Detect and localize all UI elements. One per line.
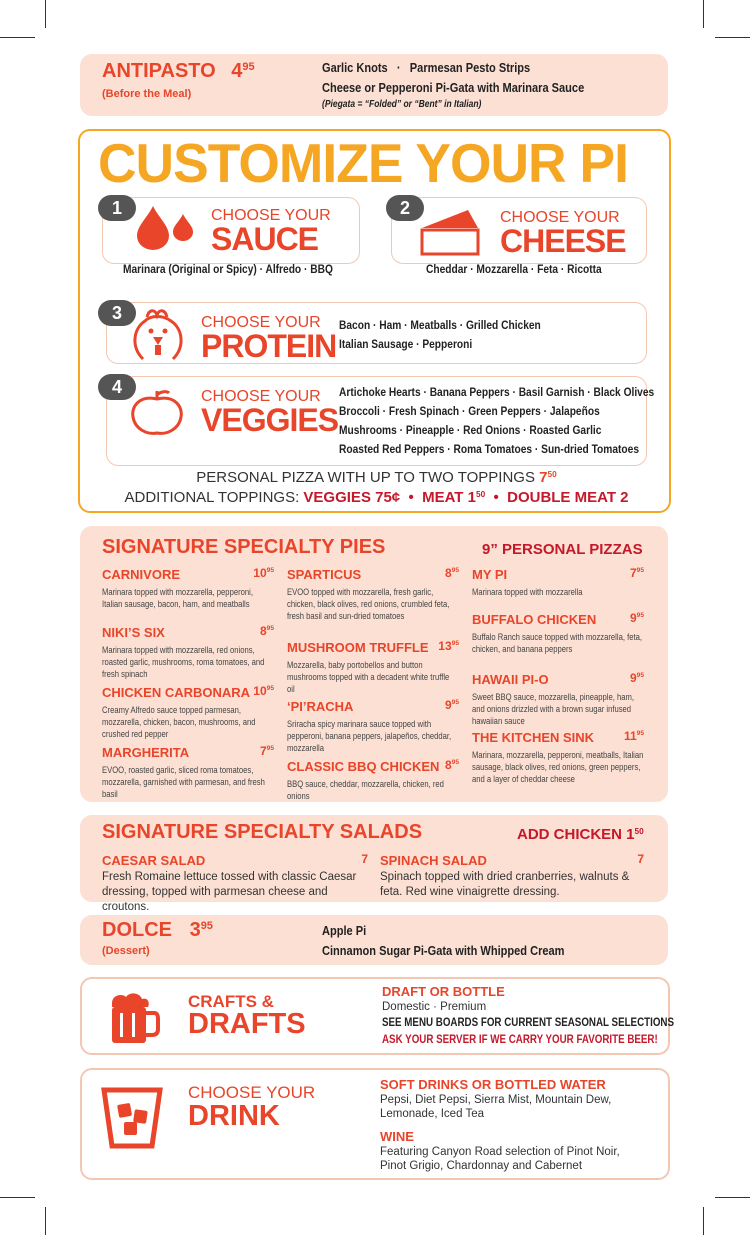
dolce-title — [102, 919, 213, 942]
personal-pizza-price-dollars: 7 — [539, 469, 548, 486]
pie-price-cents: 95 — [266, 684, 274, 692]
pie-item — [472, 611, 644, 655]
pie-price-cents: 95 — [451, 758, 459, 766]
pie-description: Buffalo Ranch sauce topped with mozzarella, feta, chicken, and banana peppers — [472, 632, 642, 654]
pie-description: EVOO topped with mozzarella, fresh garlic, chicken, black olives, red onions, crumbled feta, fresh basil and sun-dried tomatoes — [287, 587, 450, 621]
antipasto-price-dollars: 4 — [231, 60, 243, 82]
pie-price-dollars: 8 — [444, 566, 452, 580]
pie-item — [472, 729, 644, 785]
protein-step — [106, 302, 647, 364]
pies-title: SIGNATURE SPECIALTY PIES — [102, 536, 386, 558]
salads-title: SIGNATURE SPECIALTY SALADS — [102, 821, 423, 843]
protein-heading — [201, 314, 337, 364]
cheese-heading — [500, 209, 626, 259]
salad-price: 7 — [361, 852, 368, 866]
beer-mug-icon — [108, 991, 160, 1045]
personal-pizza-line — [80, 469, 673, 486]
pie-description: Sriracha spicy marinara sauce topped with pepperoni, banana peppers, jalapeños, cheddar, mozzarella — [287, 719, 452, 753]
pie-price-dollars: 8 — [259, 624, 267, 638]
pie-price-cents: 95 — [451, 698, 459, 706]
protein-options-2: Italian Sausage · Pepperoni — [339, 337, 473, 351]
drink-label: DRINK — [188, 1100, 280, 1132]
personal-pizza-price-cents: 50 — [547, 469, 557, 479]
pie-price-dollars: 7 — [259, 744, 267, 758]
crop-mark — [0, 1197, 35, 1198]
antipasto-title-text: ANTIPASTO — [102, 60, 216, 82]
pie-description: Marinara topped with mozzarella, red onions, roasted garlic, mushrooms, roma tomatoes, and fresh spinach — [102, 645, 265, 679]
veggies-big: VEGGIES — [201, 402, 339, 438]
pie-price-cents: 95 — [636, 671, 644, 679]
veggies-options-4: Roasted Red Peppers · Roma Tomatoes · Sun-dried Tomatoes — [339, 442, 640, 456]
antipasto-note: (Piegata = “Folded” or “Bent” in Italian) — [322, 99, 482, 110]
pie-price-cents: 95 — [266, 744, 274, 752]
crop-mark — [703, 0, 704, 28]
meat-topping-price-dollars: MEAT 1 — [422, 489, 476, 506]
veggies-options-3: Mushrooms · Pineapple · Red Onions · Roasted Garlic — [339, 423, 602, 437]
pie-item — [102, 624, 274, 680]
veggies-step — [106, 376, 655, 466]
cheese-wedge-icon — [420, 206, 482, 258]
pie-item — [287, 566, 459, 622]
sauce-heading — [211, 207, 331, 257]
pie-item — [102, 566, 274, 610]
pie-price — [630, 566, 644, 580]
pie-item — [472, 566, 644, 598]
salad-name: CAESAR SALAD — [102, 853, 206, 868]
salad-price: 7 — [637, 852, 644, 866]
pie-price-dollars: 11 — [623, 729, 637, 743]
step-1-badge: 1 — [98, 195, 136, 221]
add-chicken — [517, 826, 644, 843]
pie-name: THE KITCHEN SINK — [472, 730, 595, 745]
pie-name: MY PI — [472, 567, 508, 582]
seasonal-note: SEE MENU BOARDS FOR CURRENT SEASONAL SELECTIONS — [382, 1017, 675, 1029]
pie-description: Marinara topped with mozzarella — [472, 587, 583, 597]
antipasto-section — [80, 54, 668, 116]
add-chicken-text: ADD CHICKEN 1 — [517, 826, 635, 843]
drink-heading — [188, 1084, 315, 1130]
dolce-section — [80, 915, 668, 965]
choose-your-label: CHOOSE YOUR — [188, 1083, 316, 1102]
protein-label: CHOOSE YOUR — [201, 314, 321, 331]
pie-item — [287, 758, 459, 802]
salad-name: SPINACH SALAD — [380, 853, 487, 868]
pie-description: Sweet BBQ sauce, mozzarella, pineapple, ham, and onions drizzled with a brown sugar infused hawaiian sauce — [472, 692, 635, 726]
pie-price — [253, 566, 274, 580]
veggies-heading — [201, 388, 339, 438]
draft-types: Domestic · Premium — [382, 1001, 487, 1013]
pie-price-dollars: 9 — [444, 698, 452, 712]
pie-price — [445, 698, 459, 712]
pie-price — [630, 671, 644, 685]
pie-price-cents: 95 — [636, 729, 644, 737]
pie-description: Marinara, mozzarella, pepperoni, meatballs, Italian sausage, black olives, red onions, green peppers, and a layer of cheddar cheese — [472, 750, 644, 784]
pie-name: MUSHROOM TRUFFLE — [287, 640, 429, 655]
pie-item — [102, 744, 274, 800]
soft-drinks-list: Pepsi, Diet Pepsi, Sierra Mist, Mountain Dew, Lemonade, Iced Tea — [380, 1094, 612, 1120]
antipasto-price — [231, 60, 254, 82]
pie-item — [287, 698, 459, 754]
draft-bottle-heading: DRAFT OR BOTTLE — [382, 984, 505, 999]
pie-price — [438, 639, 459, 653]
salad-item — [380, 852, 644, 900]
pie-price-cents: 95 — [636, 566, 644, 574]
pie-price-cents: 95 — [266, 624, 274, 632]
personal-pizza-text: PERSONAL PIZZA WITH UP TO TWO TOPPINGS — [196, 469, 535, 486]
crop-mark — [715, 1197, 750, 1198]
wine-description: Featuring Canyon Road selection of Pinot Noir, Pinot Grigio, Chardonnay and Cabernet — [380, 1146, 620, 1172]
salad-description: Fresh Romaine lettuce tossed with classic Caesar dressing, topped with parmesan cheese and croutons. — [102, 871, 357, 913]
dolce-subtitle: (Dessert) — [102, 945, 150, 957]
salads-section — [80, 815, 668, 913]
pie-price-dollars: 9 — [629, 611, 637, 625]
drink-glass-icon — [100, 1086, 164, 1150]
pie-item — [472, 671, 644, 727]
pie-description: BBQ sauce, cheddar, mozzarella, chicken, red onions — [287, 779, 444, 801]
pie-price-cents: 95 — [451, 639, 459, 647]
meat-topping-price — [422, 489, 485, 506]
pie-name: CARNIVORE — [102, 567, 181, 582]
customize-section — [78, 129, 671, 513]
step-3-badge: 3 — [98, 300, 136, 326]
dolce-item-apple-pi: Apple Pi — [322, 923, 367, 938]
antipasto-title — [102, 60, 255, 83]
crop-mark — [45, 0, 46, 28]
crop-mark — [45, 1207, 46, 1235]
pie-item — [102, 684, 274, 740]
protein-big: PROTEIN — [201, 328, 337, 364]
pie-name: ‘PI’RACHA — [287, 699, 354, 714]
salad-item — [102, 852, 368, 915]
crop-mark — [715, 37, 750, 38]
pie-name: CHICKEN CARBONARA — [102, 685, 251, 700]
sauce-label: CHOOSE YOUR — [211, 207, 331, 224]
pie-item — [287, 639, 459, 695]
antipasto-subtitle: (Before the Meal) — [102, 88, 192, 100]
pie-name: BUFFALO CHICKEN — [472, 612, 597, 627]
pie-price-dollars: 13 — [438, 639, 452, 653]
pie-price — [445, 566, 459, 580]
crop-mark — [703, 1207, 704, 1235]
antipasto-item-pesto-strips: Parmesan Pesto Strips — [409, 60, 531, 75]
antipasto-line2: Cheese or Pepperoni Pi-Gata with Marinara Sauce — [322, 80, 585, 95]
chicken-icon — [127, 307, 189, 361]
add-chicken-cents: 50 — [634, 826, 644, 836]
wine-heading: WINE — [380, 1129, 414, 1144]
veggies-options-1: Artichoke Hearts · Banana Peppers · Basil Garnish · Black Olives — [339, 385, 655, 399]
pie-name: HAWAII PI-O — [472, 672, 549, 687]
pie-price — [630, 611, 644, 625]
protein-options-1: Bacon · Ham · Meatballs · Grilled Chicken — [339, 318, 541, 332]
pie-price-dollars: 10 — [253, 566, 267, 580]
pie-description: Marinara topped with mozzarella, pepperoni, Italian sausage, bacon, ham, and meatballs — [102, 587, 253, 609]
dolce-title-text: DOLCE — [102, 919, 172, 941]
drafts-label: DRAFTS — [188, 1008, 306, 1040]
crafts-label: CRAFTS & — [188, 992, 274, 1011]
pie-price-dollars: 10 — [253, 684, 267, 698]
dolce-price — [190, 919, 213, 941]
dolce-price-cents: 95 — [200, 920, 213, 933]
pie-name: MARGHERITA — [102, 745, 190, 760]
pie-price — [445, 758, 459, 772]
veggies-topping-price: VEGGIES 75¢ — [303, 489, 401, 506]
crafts-heading — [188, 992, 306, 1040]
pie-description: EVOO, roasted garlic, sliced roma tomatoes, mozzarella, garnished with parmesan, and fresh basil — [102, 765, 265, 799]
pie-price-cents: 95 — [266, 566, 274, 574]
pie-price — [624, 729, 644, 743]
pie-price-dollars: 7 — [629, 566, 637, 580]
dolce-price-dollars: 3 — [189, 919, 201, 941]
additional-toppings-label: ADDITIONAL TOPPINGS: — [124, 489, 300, 506]
pie-price-cents: 95 — [451, 566, 459, 574]
meat-topping-price-cents: 50 — [475, 489, 486, 499]
crop-mark — [0, 37, 35, 38]
pie-name: CLASSIC BBQ CHICKEN — [287, 759, 440, 774]
drink-section — [80, 1068, 670, 1180]
pie-price-cents: 95 — [636, 611, 644, 619]
salad-description: Spinach topped with dried cranberries, walnuts & feta. Red wine vinaigrette dressing. — [380, 871, 630, 898]
cheese-step — [391, 197, 647, 276]
pie-price-dollars: 9 — [629, 671, 637, 685]
pie-price — [260, 744, 274, 758]
sauce-big: SAUCE — [211, 221, 319, 257]
pie-name: SPARTICUS — [287, 567, 362, 582]
additional-toppings-line: ADDITIONAL TOPPINGS: VEGGIES 75¢ • MEAT $1^{50}$ • DOUBLE MEAT 2 — [124, 489, 629, 506]
favorite-beer-note: ASK YOUR SERVER IF WE CARRY YOUR FAVORITE BEER! — [382, 1034, 658, 1046]
pie-name: NIKI’S SIX — [102, 625, 165, 640]
antipasto-item-garlic-knots: Garlic Knots — [322, 60, 388, 75]
cheese-label: CHOOSE YOUR — [500, 209, 620, 226]
veggies-label: CHOOSE YOUR — [201, 388, 321, 405]
personal-pizza-price — [539, 469, 557, 486]
soft-drinks-heading: SOFT DRINKS OR BOTTLED WATER — [380, 1077, 606, 1092]
pie-description: Mozzarella, baby portobellos and button mushrooms topped with a decadent white truffle oil — [287, 660, 450, 694]
step-4-badge: 4 — [98, 374, 136, 400]
pies-subtitle: 9” PERSONAL PIZZAS — [482, 541, 643, 558]
pie-price — [260, 624, 274, 638]
double-meat-price: DOUBLE MEAT 2 — [507, 489, 629, 506]
customize-title: CUSTOMIZE YOUR PI — [98, 132, 628, 194]
crafts-section — [80, 977, 675, 1055]
pie-price-dollars: 8 — [444, 758, 452, 772]
step-2-badge: 2 — [386, 195, 424, 221]
antipasto-line1: Garlic Knots · Parmesan Pesto Strips — [322, 60, 531, 75]
pies-section — [80, 526, 668, 802]
antipasto-price-cents: 95 — [242, 61, 255, 74]
veggies-options-2: Broccoli · Fresh Spinach · Green Peppers · Jalapeños — [339, 404, 600, 418]
sauce-step — [102, 197, 360, 276]
tomato-icon — [129, 389, 185, 437]
sauce-options: Marinara (Original or Spicy) · Alfredo · BBQ — [123, 262, 333, 276]
pie-description: Creamy Alfredo sauce topped parmesan, mozzarella, chicken, bacon, mushrooms, and crushed red pepper — [102, 705, 256, 739]
dolce-item-pi-gata: Cinnamon Sugar Pi-Gata with Whipped Cream — [322, 943, 565, 958]
cheese-big: CHEESE — [500, 223, 626, 259]
cheese-options: Cheddar · Mozzarella · Feta · Ricotta — [426, 262, 602, 276]
sauce-drops-icon — [135, 204, 197, 250]
pie-price — [253, 684, 274, 698]
